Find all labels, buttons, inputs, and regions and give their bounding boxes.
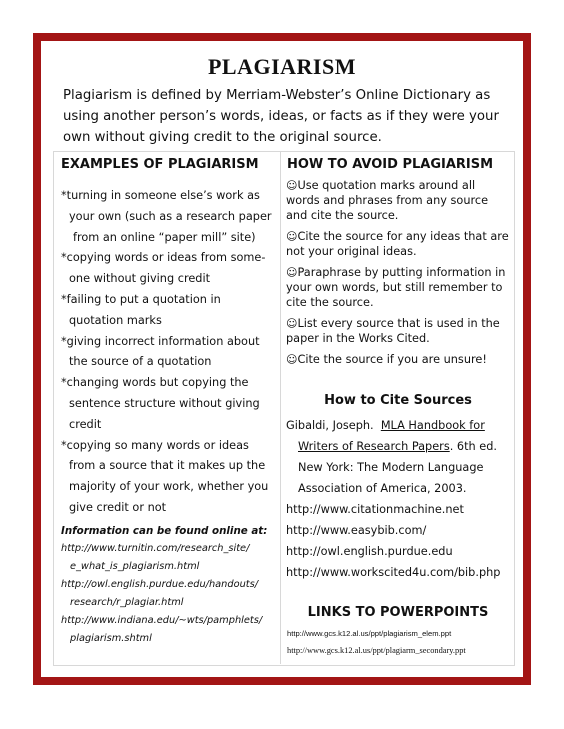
example-line: the source of a quotation [69,355,212,369]
tip-text: Cite the source if you are unsure! [297,353,487,366]
example-line: *giving incorrect information about [61,334,260,348]
info-link[interactable]: http://www.indiana.edu/~wts/pamphlets/ [61,614,263,626]
tip-item [286,352,510,367]
smiley-icon: ☺ [286,353,298,366]
citation-publisher: New York: The Modern Language [298,461,484,474]
tip-item [286,229,510,259]
examples-list [61,186,277,648]
smiley-icon: ☺ [286,317,298,330]
citation-edition: . 6th ed. [449,440,497,453]
tip-item [286,265,510,310]
citation-book-title: MLA Handbook for [380,419,485,432]
avoid-tips-list [286,178,510,373]
cite-list [286,415,510,583]
example-line: *failing to put a quotation in [61,292,221,306]
example-line: *copying so many words or ideas [61,438,249,452]
example-line: *turning in someone else’s work as [61,189,260,202]
citation-publisher: Association of America, 2003. [298,482,467,495]
links-heading: LINKS TO POWERPOINTS [307,605,489,620]
example-line: one without giving credit [69,272,211,286]
page-title: PLAGIARISM [207,54,356,79]
smiley-icon: ☺ [286,266,298,279]
example-line: majority of your work, whether you [69,480,269,494]
example-line: *changing words but copying the [61,376,249,390]
citation-book-title: Writers of Research Papers [298,440,450,453]
cite-heading: How to Cite Sources [324,393,472,408]
tip-text: Use quotation marks around all words and phrases from any source and cite the source. [286,179,489,222]
info-link[interactable]: http://www.turnitin.com/research_site/ [61,542,250,554]
citation-author: Gibaldi, Joseph. [286,419,374,432]
smiley-icon: ☺ [286,179,298,192]
avoid-heading: HOW TO AVOID PLAGIARISM [287,157,494,172]
column-divider [280,151,281,664]
info-link[interactable]: e_what_is_plagiarism.html [70,560,200,572]
example-line: *copying words or ideas from some- [61,251,266,265]
example-line: give credit or not [69,500,167,514]
cite-url-link[interactable]: http://www.workscited4u.com/bib.php [286,566,501,579]
tip-item [286,316,510,346]
info-link[interactable]: research/r_plagiar.html [70,596,184,608]
tip-text: List every source that is used in the paper in the Works Cited. [286,317,500,345]
citation-line [286,436,510,457]
example-line: credit [69,417,102,431]
cite-url-link[interactable]: http://www.easybib.com/ [286,524,427,537]
example-line: from an online “paper mill” site) [73,230,256,244]
example-line: sentence structure without giving [69,396,260,410]
info-link[interactable]: plagiarism.shtml [70,632,152,644]
info-link[interactable]: http://owl.english.purdue.edu/handouts/ [61,578,259,590]
citation-line [286,415,510,436]
example-line: your own (such as a research paper [69,209,272,223]
cite-url-link[interactable]: http://www.citationmachine.net [286,503,464,516]
tip-text: Paraphrase by putting information in your own words, but still remember to cite the source. [286,266,506,309]
info-title: Information can be found online at: [61,524,268,537]
examples-heading: EXAMPLES OF PLAGIARISM [61,157,259,172]
intro-paragraph: Plagiarism is defined by Merriam-Webster’s Online Dictionary as using another person’s words, ideas, or facts as if they were your own without giving credit to the original source. [63,88,499,145]
ppt-link-elem[interactable]: http://www.gcs.k12.al.us/ppt/plagiarism_elem.ppt [287,629,452,638]
tip-item [286,178,510,223]
example-line: quotation marks [69,313,162,327]
ppt-link-secondary[interactable]: http://www.gcs.k12.al.us/ppt/plagiarm_secondary.ppt [287,646,466,655]
example-line: from a source that it makes up the [69,459,266,473]
tip-text: Cite the source for any ideas that are not your original ideas. [286,230,509,258]
smiley-icon: ☺ [286,230,298,243]
cite-url-link[interactable]: http://owl.english.purdue.edu [286,545,453,558]
